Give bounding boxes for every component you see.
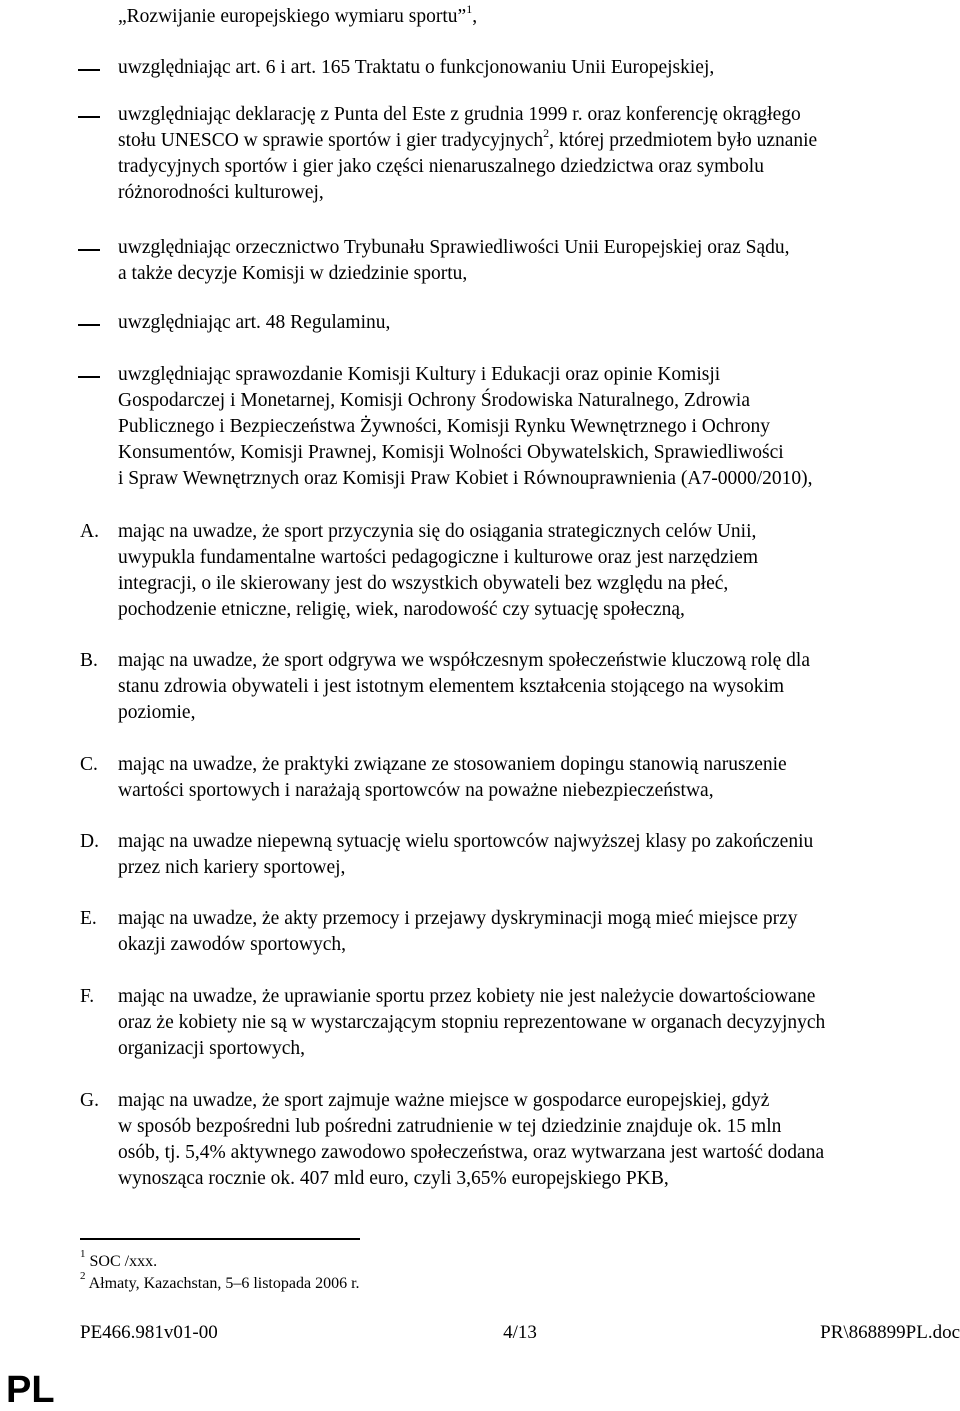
recital-letter: B. [80, 650, 98, 671]
recital-letter: C. [80, 754, 98, 775]
footer-page-number: 4/13 [503, 1322, 537, 1343]
recital-letter: E. [80, 908, 97, 929]
footnote: $^1$ SOC /xxx. [80, 1247, 158, 1270]
footnote-ref: 2 [543, 125, 550, 140]
footnote: $^2$ Ałmaty, Kazachstan, 5–6 listopada 2006 r. [80, 1269, 360, 1292]
recital-letter: F. [80, 986, 95, 1007]
footnote-separator [80, 1238, 360, 1240]
language-code: PL [6, 1369, 55, 1411]
footer-doc-ref: PE466.981v01-00 [80, 1322, 218, 1343]
citation-item: uwzględniając orzecznictwo Trybunału Sprawiedliwości Unii Europejskiej oraz Sądu, a także decyzje Komisji w dziedzinie sportu, [118, 237, 790, 284]
recital-item: mając na uwadze, że sport zajmuje ważne miejsce w gospodarce europejskiej, gdyż w sposób bezpośredni lub pośredni zatrudnienie w tej dziedzinie znajduje ok. 15 mln osób, tj. 5,4% aktywnego zawodowo społeczeństwa, oraz wytwarzana jest wartość dodana wynosząca rocznie ok. 407 mld euro, czyli 3,65% europejskiego PKB, [118, 1090, 825, 1189]
recital-item: mając na uwadze, że akty przemocy i przejawy dyskryminacji mogą mieć miejsce przy okazji zawodów sportowych, [118, 908, 798, 955]
recital-letter: D. [80, 831, 99, 852]
citation-item: uwzględniając art. 48 Regulaminu, [118, 312, 391, 333]
citation-item: uwzględniając deklarację z Punta del Este z grudnia 1999 r. oraz konferencję okrągłego stołu UNESCO w sprawie sportów i gier tradycyjnych$^2$, której przedmiotem było uznanie tradycyjnych sportów i gier jako części nienaruszalnego dziedzictwa oraz symbolu różnorodności kulturowej, [118, 104, 818, 203]
recital-letter: A. [80, 521, 99, 542]
recital-item: mając na uwadze, że sport przyczynia się do osiągania strategicznych celów Unii, uwypukla fundamentalne wartości pedagogiczne i kulturowe oraz jest narzędziem integracji, o ile skierowany jest do wszystkich obywateli bez względu na płeć, pochodzenie etniczne, religię, wiek, narodowość czy sytuację społeczną, [118, 521, 758, 620]
document-title: „Rozwijanie europejskiego wymiaru sportu”$^1$, [118, 1, 478, 27]
footnote-ref: 1 [466, 1, 473, 16]
dash-bullet [78, 324, 100, 326]
recital-item: mając na uwadze, że praktyki związane ze stosowaniem dopingu stanowią naruszenie wartości sportowych i narażają sportowców na poważne niebezpieczeństwa, [118, 754, 787, 801]
citation-item: uwzględniając sprawozdanie Komisji Kultury i Edukacji oraz opinie Komisji Gospodarczej i Monetarnej, Komisji Ochrony Środowiska Naturalnego, Zdrowia Publicznego i Bezpieczeństwa Żywności, Komisji Rynku Wewnętrznego i Ochrony Konsumentów, Komisji Prawnej, Komisji Wolności Obywatelskich, Sprawiedliwości i Spraw Wewnętrznych oraz Komisji Praw Kobiet i Równouprawnienia (A7-0000/2010), [118, 364, 813, 489]
footer-file-name: PR\868899PL.doc [820, 1322, 960, 1343]
citation-item: uwzględniając art. 6 i art. 165 Traktatu o funkcjonowaniu Unii Europejskiej, [118, 57, 715, 78]
recital-item: mając na uwadze, że uprawianie sportu przez kobiety nie jest należycie dowartościowane oraz że kobiety nie są w wystarczającym stopniu reprezentowane w organach decyzyjnych organizacji sportowych, [118, 986, 826, 1059]
dash-bullet [78, 376, 100, 378]
dash-bullet [78, 69, 100, 71]
recital-item: mając na uwadze niepewną sytuację wielu sportowców najwyższej klasy po zakończeniu przez nich kariery sportowej, [118, 831, 814, 878]
dash-bullet [78, 116, 100, 118]
dash-bullet [78, 249, 100, 251]
recital-item: mając na uwadze, że sport odgrywa we współczesnym społeczeństwie kluczową rolę dla stanu zdrowia obywateli i jest istotnym elementem kształcenia stojącego na wysokim poziomie, [118, 650, 810, 723]
recital-letter: G. [80, 1090, 99, 1111]
